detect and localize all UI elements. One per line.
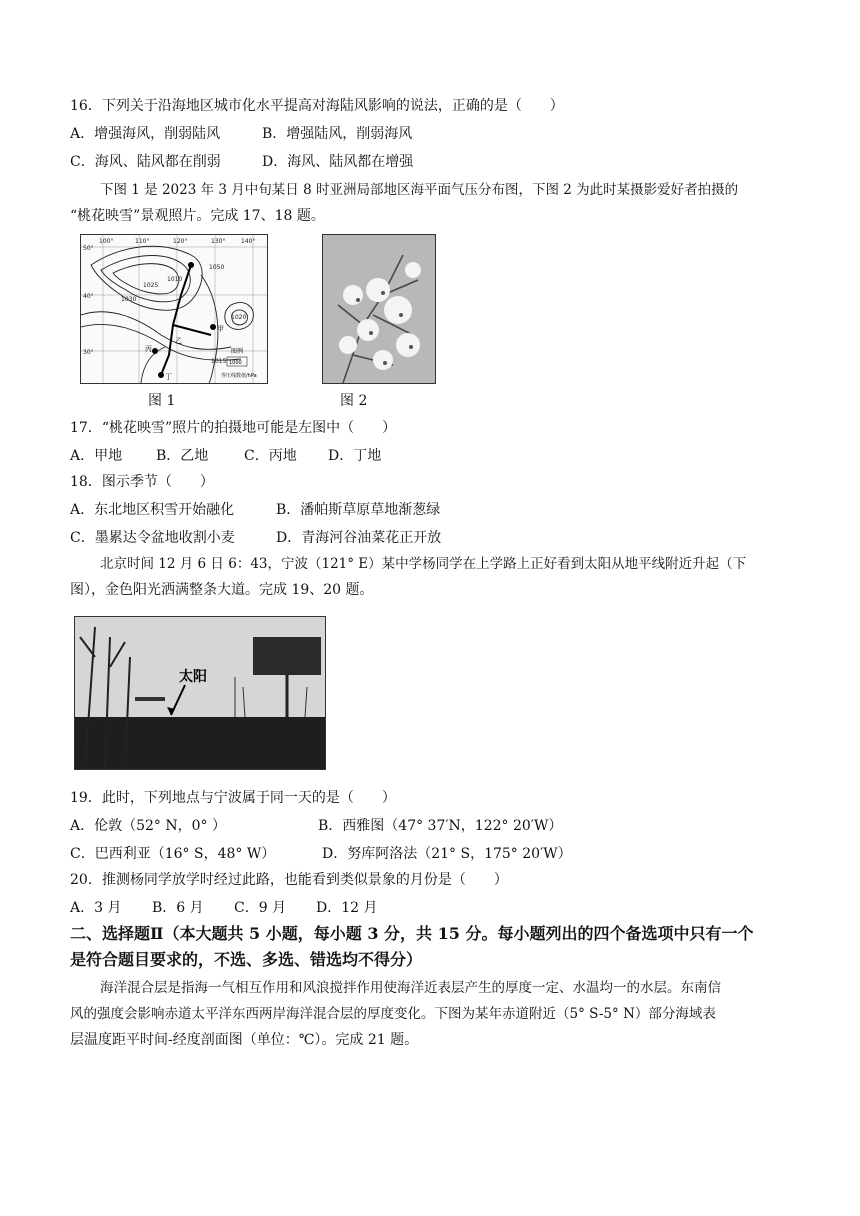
lat-label: 30° xyxy=(83,349,94,356)
q16-option-c: C．海风、陆风都在削弱 xyxy=(70,154,221,170)
legend-title: 图例 xyxy=(231,348,244,355)
q18-option-b: B．潘帕斯草原草地渐葱绿 xyxy=(276,502,441,518)
fig2-caption: 图 2 xyxy=(340,393,368,409)
isobar-lines xyxy=(81,246,253,383)
q19-stem: 19．此时，下列地点与宁波属于同一天的是（ ） xyxy=(70,790,396,806)
q17-option-d: D．丁地 xyxy=(328,448,382,464)
intro19-line1: 北京时间 12 月 6 日 6：43，宁波（121° E）某中学杨同学在上学路上正好看到太阳从地平线附近升起（下 xyxy=(100,556,747,572)
q19-option-d: D．努库阿洛法（21° S，175° 20′W） xyxy=(322,846,572,862)
lon-label: 100° xyxy=(99,238,114,245)
location-dot xyxy=(210,324,216,330)
legend-text: 等压线数值/hPa xyxy=(221,373,257,379)
isobar-label: 1050 xyxy=(209,264,225,271)
peach-snow-photo-svg xyxy=(323,235,435,383)
pressure-map-figure xyxy=(80,234,268,384)
sunrise-road-photo xyxy=(74,616,326,770)
q18-option-a: A．东北地区积雪开始融化 xyxy=(70,502,235,518)
q16-option-b: B．增强陆风，削弱海风 xyxy=(262,126,413,142)
isobar-label: 1025 xyxy=(143,282,159,289)
q20-option-b: B．6 月 xyxy=(152,900,204,916)
pressure-map-svg xyxy=(81,235,267,383)
q17-option-c: C．丙地 xyxy=(244,448,297,464)
q20-stem: 20．推测杨同学放学时经过此路，也能看到类似景象的月份是（ ） xyxy=(70,872,508,888)
intro19-line2: 图），金色阳光洒满整条大道。完成 19、20 题。 xyxy=(70,582,374,598)
intro21-line3: 层温度距平时间-经度剖面图（单位：℃）。完成 21 题。 xyxy=(70,1032,419,1048)
q18-option-d: D．青海河谷油菜花正开放 xyxy=(276,530,442,546)
lon-label: 140° xyxy=(241,238,256,245)
sun-label: 太阳 xyxy=(179,669,207,685)
q18-option-c: C．墨累达令盆地收割小麦 xyxy=(70,530,235,546)
q19-option-b: B．西雅图（47° 37′N，122° 20′W） xyxy=(318,818,563,834)
lon-label: 130° xyxy=(211,238,226,245)
q20-option-a: A．3 月 xyxy=(70,900,122,916)
front-branch-line xyxy=(173,325,211,335)
place-label-yi: 乙 xyxy=(175,337,182,345)
place-label-jia: 甲 xyxy=(217,325,224,333)
q18-stem: 18．图示季节（ ） xyxy=(70,474,214,490)
isobar-label: 1030 xyxy=(121,296,137,303)
lon-label: 120° xyxy=(173,238,188,245)
place-label-ding: 丁 xyxy=(165,373,172,381)
q16-option-d: D．海风、陆风都在增强 xyxy=(262,154,414,170)
q19-option-a: A．伦敦（52° N，0° ） xyxy=(70,818,226,834)
intro17-line1: 下图 1 是 2023 年 3 月中旬某日 8 时亚洲局部地区海平面气压分布图，下图 2 为此时某摄影爱好者拍摄的 xyxy=(100,182,739,198)
q20-option-c: C．9 月 xyxy=(234,900,287,916)
intro21-line2: 风的强度会影响赤道太平洋东西两岸海洋混合层的厚度变化。下图为某年赤道附近（5° S-5° N）部分海域表 xyxy=(70,1006,716,1022)
peach-snow-photo xyxy=(322,234,436,384)
location-dot xyxy=(152,348,158,354)
q19-option-c: C．巴西利亚（16° S，48° W） xyxy=(70,846,276,862)
q20-option-d: D．12 月 xyxy=(316,900,378,916)
q17-option-a: A．甲地 xyxy=(70,448,123,464)
isobar-label: 1015 xyxy=(211,358,227,365)
q17-option-b: B．乙地 xyxy=(156,448,209,464)
location-dot xyxy=(188,262,194,268)
location-dot xyxy=(158,372,164,378)
legend-sample: 1000 xyxy=(229,360,242,366)
section2-heading-line2: 是符合题目要求的，不选、多选、错选均不得分） xyxy=(70,950,423,969)
isobar-label: 1010 xyxy=(167,276,183,283)
sunrise-road-photo-svg xyxy=(75,617,325,769)
q16-option-a: A．增强海风，削弱陆风 xyxy=(70,126,221,142)
place-label-bing: 丙 xyxy=(145,345,152,353)
lat-label: 50° xyxy=(83,245,94,252)
section2-heading-line1: 二、选择题Ⅱ（本大题共 5 小题，每小题 3 分，共 15 分。每小题列出的四个备选项中只有一个 xyxy=(70,924,754,943)
q16-stem: 16．下列关于沿海地区城市化水平提高对海陆风影响的说法，正确的是（ ） xyxy=(70,98,564,114)
lon-label: 110° xyxy=(135,238,150,245)
intro21-line1: 海洋混合层是指海一气相互作用和风浪搅拌作用使海洋近表层产生的厚度一定、水温均一的水层。东南信 xyxy=(100,980,721,996)
intro17-line2: “桃花映雪”景观照片。完成 17、18 题。 xyxy=(70,208,325,224)
q17-stem: 17．“桃花映雪”照片的拍摄地可能是左图中（ ） xyxy=(70,420,397,436)
lat-label: 40° xyxy=(83,293,94,300)
fig1-caption: 图 1 xyxy=(148,393,176,409)
map-legend xyxy=(221,347,257,379)
isobar-label: 1020 xyxy=(231,314,247,321)
